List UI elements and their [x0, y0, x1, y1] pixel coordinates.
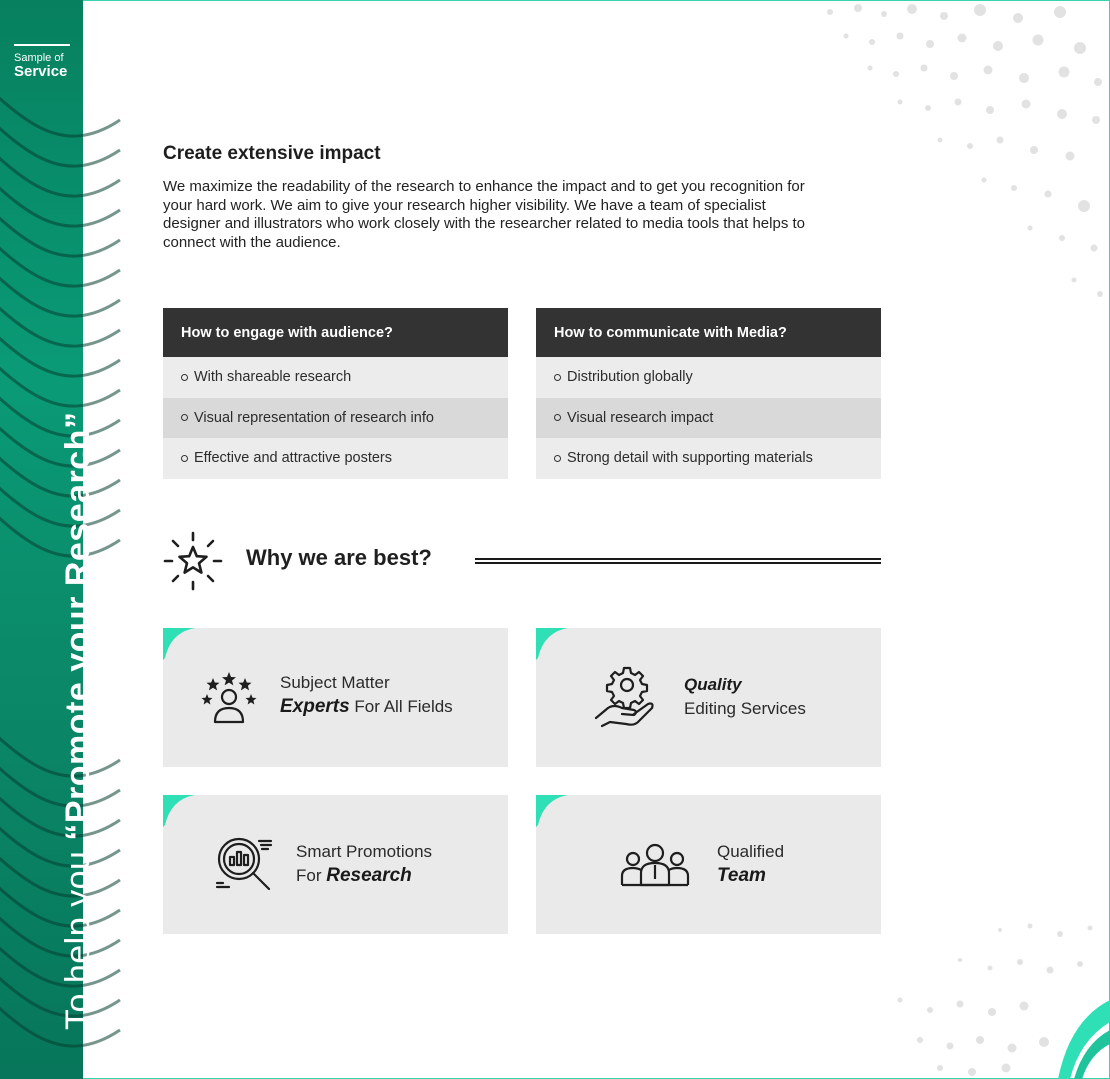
- corner-accent: [536, 628, 570, 662]
- list-item-text: Effective and attractive posters: [194, 450, 393, 467]
- card-line-1: Qualified: [717, 842, 785, 861]
- card-line-2: For All Fields: [349, 697, 453, 716]
- list-item-text: With shareable research: [194, 369, 352, 386]
- card-line-2: For: [296, 866, 327, 885]
- list-item: [536, 438, 881, 479]
- team-group-icon: [620, 843, 690, 887]
- brand-label: [14, 44, 70, 80]
- list-item-text: Strong detail with supporting materials: [567, 450, 813, 467]
- communicate-media-list: [536, 308, 881, 479]
- list-item: [163, 438, 508, 479]
- list-item: [536, 398, 881, 439]
- bullet-icon: [554, 374, 561, 381]
- card-emphasis: Quality: [684, 675, 742, 694]
- card-emphasis: Research: [326, 865, 412, 886]
- card-line-1: Smart Promotions: [296, 842, 433, 861]
- brand-line-1: Sample of: [14, 52, 64, 64]
- list-item-text: Visual research impact: [567, 409, 714, 426]
- card-line-2: Editing Services: [684, 699, 806, 718]
- list-item: [163, 398, 508, 439]
- bullet-icon: [181, 455, 188, 462]
- double-rule-divider: [475, 558, 881, 564]
- left-sidebar-band: [0, 0, 97, 1079]
- bullet-icon: [554, 414, 561, 421]
- corner-accent: [163, 628, 197, 662]
- card-text: [296, 840, 432, 888]
- bullet-icon: [554, 455, 561, 462]
- brand-line-2: Service: [14, 63, 68, 80]
- feature-card-experts: [163, 628, 508, 767]
- feature-card-team: [536, 795, 881, 934]
- intro-body: We maximize the readability of the research to enhance the impact and to get you recognition for your hard work. We aim to give your research higher visibility. We have a team of specialist designer and illustrators who work closely with the researcher related to media tools that helps to connect with the audience.: [163, 178, 805, 251]
- card-emphasis: Experts: [280, 696, 350, 717]
- list-item: [163, 357, 508, 398]
- corner-accent: [163, 795, 197, 829]
- leaf-decoration: [1050, 1000, 1110, 1079]
- tagline-light: To help you: [59, 840, 97, 1030]
- card-text: [280, 671, 453, 719]
- brand-rule: [14, 44, 70, 46]
- list-heading: How to communicate with Media?: [536, 308, 881, 357]
- list-item-text: Distribution globally: [567, 369, 693, 386]
- tagline-bold: “Promote your Research”: [59, 411, 97, 841]
- card-text: [684, 673, 806, 721]
- card-line-1: Subject Matter: [280, 673, 390, 692]
- card-emphasis: Team: [717, 865, 766, 886]
- engage-audience-list: [163, 308, 508, 479]
- star-burst-icon: [162, 530, 224, 592]
- vertical-tagline: [58, 412, 98, 1030]
- magnifier-chart-icon: [215, 835, 275, 893]
- list-item: [536, 357, 881, 398]
- card-text: [717, 840, 784, 888]
- feature-card-promotions: [163, 795, 508, 934]
- corner-accent: [536, 795, 570, 829]
- gear-hand-icon: [594, 666, 658, 728]
- feature-card-quality: [536, 628, 881, 767]
- intro-title: Create extensive impact: [163, 143, 381, 164]
- bullet-icon: [181, 374, 188, 381]
- list-heading: How to engage with audience?: [163, 308, 508, 357]
- why-title: Why we are best?: [246, 545, 432, 570]
- list-item-text: Visual representation of research info: [194, 409, 434, 426]
- bullet-icon: [181, 414, 188, 421]
- expert-person-stars-icon: [201, 670, 257, 726]
